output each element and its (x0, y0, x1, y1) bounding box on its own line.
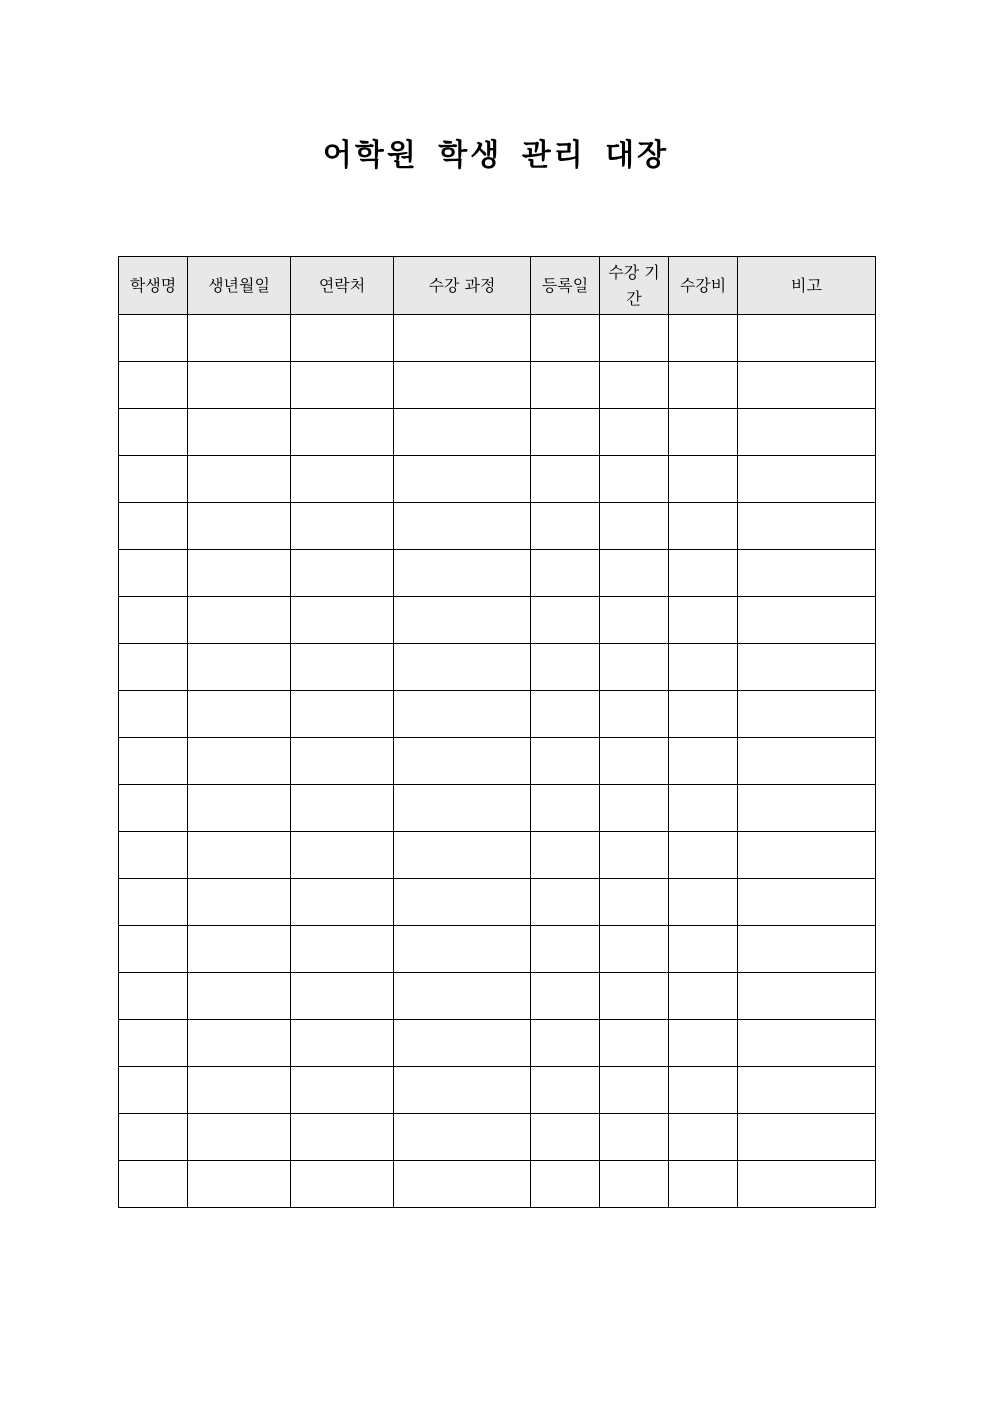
cell-tuition[interactable] (669, 1114, 738, 1161)
cell-course[interactable] (394, 832, 531, 879)
cell-registration-date[interactable] (531, 644, 600, 691)
cell-course-period[interactable] (600, 691, 669, 738)
cell-tuition[interactable] (669, 879, 738, 926)
table-row (119, 456, 876, 503)
table-row (119, 1067, 876, 1114)
cell-tuition[interactable] (669, 1067, 738, 1114)
cell-contact[interactable] (291, 879, 394, 926)
cell-tuition[interactable] (669, 926, 738, 973)
table-row (119, 1020, 876, 1067)
cell-student-name[interactable] (119, 644, 188, 691)
cell-tuition[interactable] (669, 315, 738, 362)
cell-remarks[interactable] (738, 832, 876, 879)
cell-contact[interactable] (291, 785, 394, 832)
cell-student-name[interactable] (119, 456, 188, 503)
cell-course[interactable] (394, 362, 531, 409)
table-row (119, 879, 876, 926)
table-row (119, 1161, 876, 1208)
table-row (119, 691, 876, 738)
cell-remarks[interactable] (738, 315, 876, 362)
cell-course[interactable] (394, 785, 531, 832)
cell-registration-date[interactable] (531, 973, 600, 1020)
cell-student-name[interactable] (119, 503, 188, 550)
cell-student-name[interactable] (119, 362, 188, 409)
table-row (119, 973, 876, 1020)
cell-course[interactable] (394, 315, 531, 362)
cell-course[interactable] (394, 1020, 531, 1067)
cell-remarks[interactable] (738, 362, 876, 409)
cell-contact[interactable] (291, 315, 394, 362)
cell-tuition[interactable] (669, 1161, 738, 1208)
table-row (119, 832, 876, 879)
cell-registration-date[interactable] (531, 456, 600, 503)
cell-birth-date[interactable] (188, 785, 291, 832)
cell-course[interactable] (394, 456, 531, 503)
cell-course-period[interactable] (600, 644, 669, 691)
cell-tuition[interactable] (669, 738, 738, 785)
cell-tuition[interactable] (669, 362, 738, 409)
table-row (119, 597, 876, 644)
cell-remarks[interactable] (738, 879, 876, 926)
cell-tuition[interactable] (669, 973, 738, 1020)
cell-remarks[interactable] (738, 1114, 876, 1161)
cell-tuition[interactable] (669, 503, 738, 550)
cell-course-period[interactable] (600, 1067, 669, 1114)
cell-birth-date[interactable] (188, 926, 291, 973)
cell-remarks[interactable] (738, 1161, 876, 1208)
cell-contact[interactable] (291, 503, 394, 550)
cell-birth-date[interactable] (188, 879, 291, 926)
cell-contact[interactable] (291, 1161, 394, 1208)
table-row (119, 1114, 876, 1161)
cell-remarks[interactable] (738, 926, 876, 973)
cell-student-name[interactable] (119, 785, 188, 832)
cell-contact[interactable] (291, 1020, 394, 1067)
cell-registration-date[interactable] (531, 409, 600, 456)
table-row (119, 409, 876, 456)
cell-remarks[interactable] (738, 785, 876, 832)
cell-student-name[interactable] (119, 926, 188, 973)
header-contact: 연락처 (291, 257, 394, 315)
cell-course[interactable] (394, 1161, 531, 1208)
table-row (119, 503, 876, 550)
cell-contact[interactable] (291, 550, 394, 597)
cell-course[interactable] (394, 738, 531, 785)
cell-registration-date[interactable] (531, 362, 600, 409)
cell-student-name[interactable] (119, 879, 188, 926)
cell-student-name[interactable] (119, 550, 188, 597)
header-row (119, 257, 876, 315)
cell-course-period[interactable] (600, 503, 669, 550)
cell-course[interactable] (394, 644, 531, 691)
header-registration-date: 등록일 (531, 257, 600, 315)
cell-remarks[interactable] (738, 550, 876, 597)
cell-remarks[interactable] (738, 409, 876, 456)
table-row (119, 315, 876, 362)
cell-course[interactable] (394, 550, 531, 597)
cell-registration-date[interactable] (531, 1114, 600, 1161)
header-course: 수강 과정 (394, 257, 531, 315)
cell-course-period[interactable] (600, 738, 669, 785)
cell-contact[interactable] (291, 1067, 394, 1114)
table-row (119, 926, 876, 973)
cell-remarks[interactable] (738, 1020, 876, 1067)
cell-remarks[interactable] (738, 597, 876, 644)
table-row (119, 738, 876, 785)
cell-remarks[interactable] (738, 456, 876, 503)
cell-tuition[interactable] (669, 456, 738, 503)
header-tuition: 수강비 (669, 257, 738, 315)
cell-birth-date[interactable] (188, 503, 291, 550)
table-header (119, 257, 876, 315)
cell-registration-date[interactable] (531, 503, 600, 550)
cell-tuition[interactable] (669, 691, 738, 738)
cell-tuition[interactable] (669, 409, 738, 456)
cell-contact[interactable] (291, 644, 394, 691)
cell-birth-date[interactable] (188, 315, 291, 362)
header-course-period: 수강 기간 (600, 257, 669, 315)
cell-registration-date[interactable] (531, 315, 600, 362)
cell-student-name[interactable] (119, 1114, 188, 1161)
table-row (119, 785, 876, 832)
cell-tuition[interactable] (669, 832, 738, 879)
student-register-table (118, 256, 876, 1208)
cell-course[interactable] (394, 879, 531, 926)
cell-registration-date[interactable] (531, 738, 600, 785)
cell-course[interactable] (394, 973, 531, 1020)
cell-contact[interactable] (291, 597, 394, 644)
cell-birth-date[interactable] (188, 597, 291, 644)
cell-contact[interactable] (291, 973, 394, 1020)
table-body (119, 315, 876, 1208)
cell-course-period[interactable] (600, 362, 669, 409)
cell-tuition[interactable] (669, 1020, 738, 1067)
cell-course-period[interactable] (600, 597, 669, 644)
cell-course[interactable] (394, 409, 531, 456)
cell-student-name[interactable] (119, 597, 188, 644)
cell-remarks[interactable] (738, 644, 876, 691)
header-remarks: 비고 (738, 257, 876, 315)
cell-course[interactable] (394, 503, 531, 550)
cell-contact[interactable] (291, 738, 394, 785)
cell-contact[interactable] (291, 456, 394, 503)
cell-course-period[interactable] (600, 973, 669, 1020)
cell-birth-date[interactable] (188, 362, 291, 409)
cell-registration-date[interactable] (531, 785, 600, 832)
cell-course[interactable] (394, 926, 531, 973)
cell-student-name[interactable] (119, 1020, 188, 1067)
table-row (119, 362, 876, 409)
cell-student-name[interactable] (119, 409, 188, 456)
cell-course-period[interactable] (600, 832, 669, 879)
cell-contact[interactable] (291, 926, 394, 973)
cell-birth-date[interactable] (188, 738, 291, 785)
cell-tuition[interactable] (669, 597, 738, 644)
cell-birth-date[interactable] (188, 1161, 291, 1208)
cell-birth-date[interactable] (188, 550, 291, 597)
cell-student-name[interactable] (119, 1161, 188, 1208)
cell-course-period[interactable] (600, 1020, 669, 1067)
cell-student-name[interactable] (119, 832, 188, 879)
cell-course[interactable] (394, 691, 531, 738)
cell-course-period[interactable] (600, 926, 669, 973)
cell-course-period[interactable] (600, 409, 669, 456)
cell-registration-date[interactable] (531, 832, 600, 879)
table-row (119, 644, 876, 691)
cell-course-period[interactable] (600, 456, 669, 503)
cell-course-period[interactable] (600, 879, 669, 926)
cell-student-name[interactable] (119, 1067, 188, 1114)
cell-course-period[interactable] (600, 785, 669, 832)
cell-registration-date[interactable] (531, 550, 600, 597)
cell-course-period[interactable] (600, 315, 669, 362)
cell-course[interactable] (394, 597, 531, 644)
cell-tuition[interactable] (669, 550, 738, 597)
cell-registration-date[interactable] (531, 691, 600, 738)
cell-course-period[interactable] (600, 1161, 669, 1208)
table-row (119, 550, 876, 597)
cell-birth-date[interactable] (188, 1020, 291, 1067)
cell-birth-date[interactable] (188, 644, 291, 691)
cell-birth-date[interactable] (188, 409, 291, 456)
cell-student-name[interactable] (119, 691, 188, 738)
cell-student-name[interactable] (119, 738, 188, 785)
header-student-name: 학생명 (119, 257, 188, 315)
cell-contact[interactable] (291, 691, 394, 738)
document-title: 어학원 학생 관리 대장 (322, 138, 670, 173)
cell-birth-date[interactable] (188, 691, 291, 738)
cell-course[interactable] (394, 1067, 531, 1114)
cell-student-name[interactable] (119, 315, 188, 362)
cell-birth-date[interactable] (188, 973, 291, 1020)
cell-remarks[interactable] (738, 691, 876, 738)
cell-contact[interactable] (291, 409, 394, 456)
header-birth-date: 생년월일 (188, 257, 291, 315)
cell-contact[interactable] (291, 362, 394, 409)
cell-contact[interactable] (291, 1114, 394, 1161)
cell-course[interactable] (394, 1114, 531, 1161)
cell-registration-date[interactable] (531, 879, 600, 926)
cell-birth-date[interactable] (188, 1067, 291, 1114)
cell-registration-date[interactable] (531, 926, 600, 973)
cell-tuition[interactable] (669, 644, 738, 691)
cell-registration-date[interactable] (531, 1161, 600, 1208)
cell-remarks[interactable] (738, 503, 876, 550)
cell-registration-date[interactable] (531, 1020, 600, 1067)
cell-birth-date[interactable] (188, 456, 291, 503)
cell-remarks[interactable] (738, 738, 876, 785)
cell-course-period[interactable] (600, 1114, 669, 1161)
cell-remarks[interactable] (738, 1067, 876, 1114)
cell-student-name[interactable] (119, 973, 188, 1020)
cell-tuition[interactable] (669, 785, 738, 832)
cell-registration-date[interactable] (531, 1067, 600, 1114)
cell-course-period[interactable] (600, 550, 669, 597)
cell-remarks[interactable] (738, 973, 876, 1020)
cell-birth-date[interactable] (188, 832, 291, 879)
cell-contact[interactable] (291, 832, 394, 879)
cell-registration-date[interactable] (531, 597, 600, 644)
cell-birth-date[interactable] (188, 1114, 291, 1161)
